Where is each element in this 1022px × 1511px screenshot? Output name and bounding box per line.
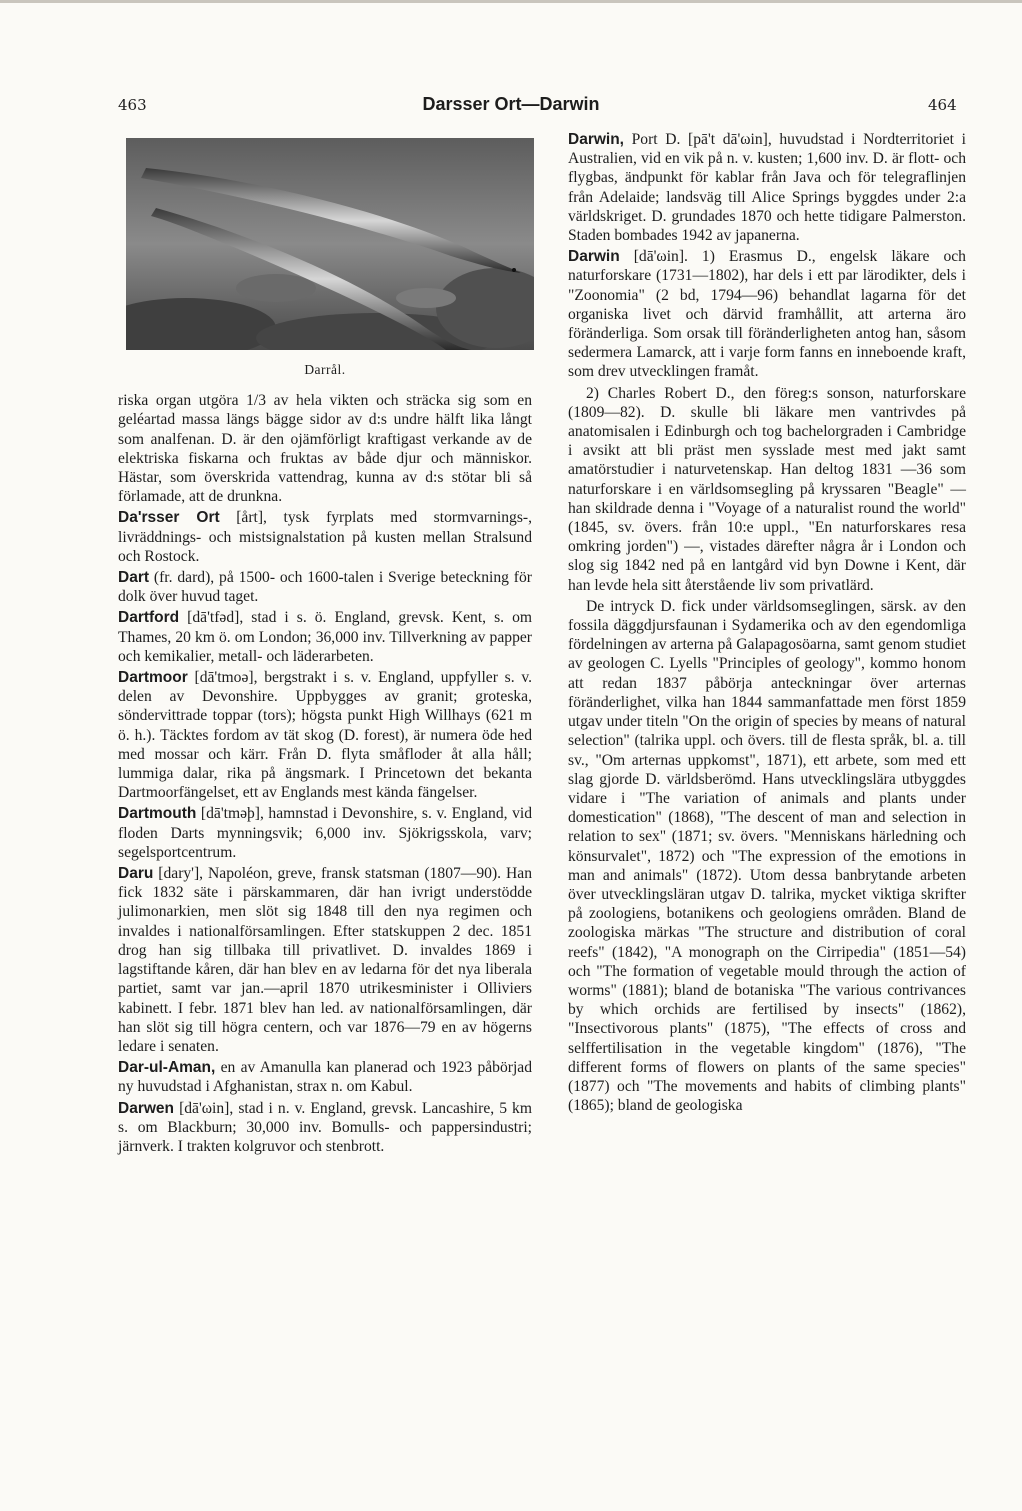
- entry-headword: Dar-ul-Aman,: [118, 1059, 216, 1077]
- entry-text: [dary'], Napoléon, greve, fransk statsman (1807—90). Han fick 1832 säte i pärskammaren, där han ivrigt understödde julimonarkien, men slöt sig 1848 till den nya regimen och invaldes i nationalförsamlingen. Efter statskuppen 2 dec. 1851 drog han sig tillbaka till privatlivet. D. invaldes 1869 i lagstiftande kåren, där han blev en av ledarna för det nya liberala partiet, samt var jan.—april 1870 utrikesminister i Olliviers kabinett. I febr. 1871 blev han led. av nationalförsamlingen, där han slöt sig till högra centern, och var 1876—79 en av högerns ledare i senaten.: [118, 865, 532, 1055]
- entry-text: [dā'ωin]. 1) Erasmus D., engelsk läkare och naturforskare (1731—1802), har dels i ett par lärodikter, dels i "Zoonomia" (2 bd, 1794—96) behandlat lagarna för det organiska livet och därvid framhållit, att arterna äro föränderliga. Som orsak till föränderligheten antog han, såsom sedermera Lamarck, att i varje form fanns en inneboende kraft, som drev utvecklingen framåt.: [568, 248, 966, 381]
- entry-headword: Darwen: [118, 1099, 174, 1117]
- entry-text: en av Amanulla kan planerad och 1923 påbörjad ny huvudstad i Afghanistan, strax n. om Kabul.: [118, 1059, 533, 1096]
- entry-headword: Daru: [118, 865, 154, 883]
- entry-text: (fr. dard), på 1500- och 1600-talen i Sverige beteckning för dolk över huvud taget.: [118, 569, 532, 606]
- left-column: [118, 128, 532, 1156]
- entry-daru: [118, 864, 532, 1056]
- entry-dart: [118, 568, 532, 606]
- entry-dartmoor: [118, 668, 532, 802]
- entry-text: [dā'tmoə], bergstrakt i s. v. England, uppfyller s. v. delen av Devonshire. Uppbygges av granit; groteska, söndervittrade toppar (tors); högsta punkt High Willhays (621 m ö. h.). Täcktes fordom av tät skog (D. forest), är numera öde hed med mossar och kärr. Från D. flyta småfloder åt alla håll; lummiga dalar, rika på ängsmark. I Princetown det bekanta Dartmoorfängelset, ett av Englands mest kända fängelser.: [118, 669, 533, 802]
- entry-headword: Dartmoor: [118, 669, 188, 687]
- eel-photo-illustration: [126, 138, 534, 350]
- entry-dar-ul-aman: [118, 1058, 532, 1096]
- entry-headword: Dartmouth: [118, 805, 197, 823]
- entry-darwin: [568, 247, 966, 381]
- eel-photograph: [126, 138, 534, 350]
- left-page-number: 463: [118, 96, 147, 114]
- entry-text: [dā'tməþ], hamnstad i Devonshire, s. v. England, vid floden Darts mynningsvik; 6,000 inv. Sjökrigsskola, varv; segelsportcentrum.: [118, 805, 532, 861]
- entry-headword: Dartford: [118, 609, 180, 627]
- page-top-rule: [0, 0, 1022, 3]
- paragraph-darwin-works: De intryck D. fick under världsomseglingen, särsk. av den fossila däggdjursfaunan i Sydamerika och av den egendomliga fördelningen av arterna på Galapagosöarna, samt genom studiet av geologen C. Lyells "Principles of geology", kommo honom att redan 1837 påbörja anteckningar över arternas föränderlighet, vilka han 1844 sammanfattade men först 1859 utgav under titeln "On the origin of species by means of natural selection" (talrika uppl. och övers. till de flesta språk, bl. a. till sv., "Om arternas uppkomst", 1871), ett arbete, som med ett slag gjorde D. världsberömd. Hans utvecklingslära utbyggdes vidare i "The variation of animals and plants under domestication" (1868), "The descent of man and selection in relation to sex" (1871; sv. övers. "Menniskans härledning och könsurvalet", 1872) och "The expression of the emotions in man and animals" (1872). Utom dessa banbrytande arbeten över utvecklingsläran utgav D. talrika, mycket viktiga skrifter på zoologiens, botanikens och geologiens områden. Bland de zoologiska märkas "The structure and distribution of coral reefs" (1842), "A monograph on the Cirripedia" (1851—54) och "The formation of vegetable mould through the action of worms" (1881); bland de botaniska "The various contrivances by which orchids are fertilised by insects" (1862), "Insectivorous plants" (1875), "The effects of cross and selffertilisation in the vegetable kingdom" (1876), "The different forms of flowers on plants of the same species" (1877) och "The movements and habits of climbing plants" (1865); bland de geologiska: [568, 597, 966, 1115]
- right-page-number: 464: [928, 96, 957, 114]
- entry-headword: Da'rsser Ort: [118, 509, 220, 527]
- entry-text: [dā'ωin], stad i n. v. England, grevsk. Lancashire, 5 km s. om Blackburn; 30,000 inv. Bomulls- och pappersindustri; järnverk. I trakten kolgruvor och stenbrott.: [118, 1099, 532, 1155]
- entry-text: Port D. [pā't dā'ωin], huvudstad i Nordterritoriet i Australien, vid en vik på n. v. kusten; 1,600 inv. D. är flott- och flygbas, ändpunkt för kablar från Java och för telegraflinjen från Adelaide; landsväg till Alice Springs byggdes under 2:a världskriget. D. grundades 1870 och hette tidigare Palmerston. Staden bombades 1942 av japanerna.: [568, 131, 966, 245]
- continuation-text: riska organ utgöra 1/3 av hela vikten och sträcka sig som en geléartad massa längs bägge sidor av d:s undre hälft lika långt som analfenan. D. är den ojämförligt kraftigast verkande av de elektriska fiskarna och fruktas av både djur och människor. Hästar, som överskrida vattendrag, kunna av d:s stötar bli så förlamade, att de drunkna.: [118, 392, 532, 506]
- entry-darsser-ort: [118, 508, 532, 566]
- entry-headword: Dart: [118, 569, 150, 587]
- entry-dartford: [118, 608, 532, 666]
- right-column: [568, 128, 966, 1115]
- entry-darwen: [118, 1099, 532, 1157]
- running-head: Darsser Ort—Darwin: [422, 94, 600, 114]
- entry-text: [årt], tysk fyrplats med stormvarnings-, livräddnings- och mistsignalstation på kusten mellan Stralsund och Rostock.: [118, 509, 532, 565]
- entry-darwin-port: [568, 130, 966, 245]
- entry-text: [dā'tfəd], stad i s. ö. England, grevsk. Kent, s. om Thames, 20 km ö. om London; 36,000 inv. Tillverkning av papper och kemikalier, metall- och läderarbeten.: [118, 609, 532, 665]
- figure-caption: Darrål.: [304, 362, 346, 377]
- entry-headword: Darwin,: [568, 131, 624, 148]
- paragraph-charles-darwin: 2) Charles Robert D., den föreg:s sonson, naturforskare (1809—82). D. skulle bli läkare men vantrivdes på anatomisalen i Edinburgh och tog bachelorgraden i Cambridge i avsikt att bli präst men sysslade mest med jakt samt amatörstudier i naturvetenskap. Han deltog 1831 —36 som naturforskare i en världsomsegling på kryssaren "Beagle" — han skildrade denna i "Voyage of a naturalist round the world" (1845, sv. övers. från 10:e uppl., "En naturforskares resa omkring jorden") —, vistades därefter några år i London och slog sig 1842 ned på en lantgård vid byn Downe i Kent, där han levde hela sitt återstående liv som privatlärd.: [568, 384, 966, 594]
- entry-dartmouth: [118, 804, 532, 862]
- entry-headword: Darwin: [568, 248, 620, 266]
